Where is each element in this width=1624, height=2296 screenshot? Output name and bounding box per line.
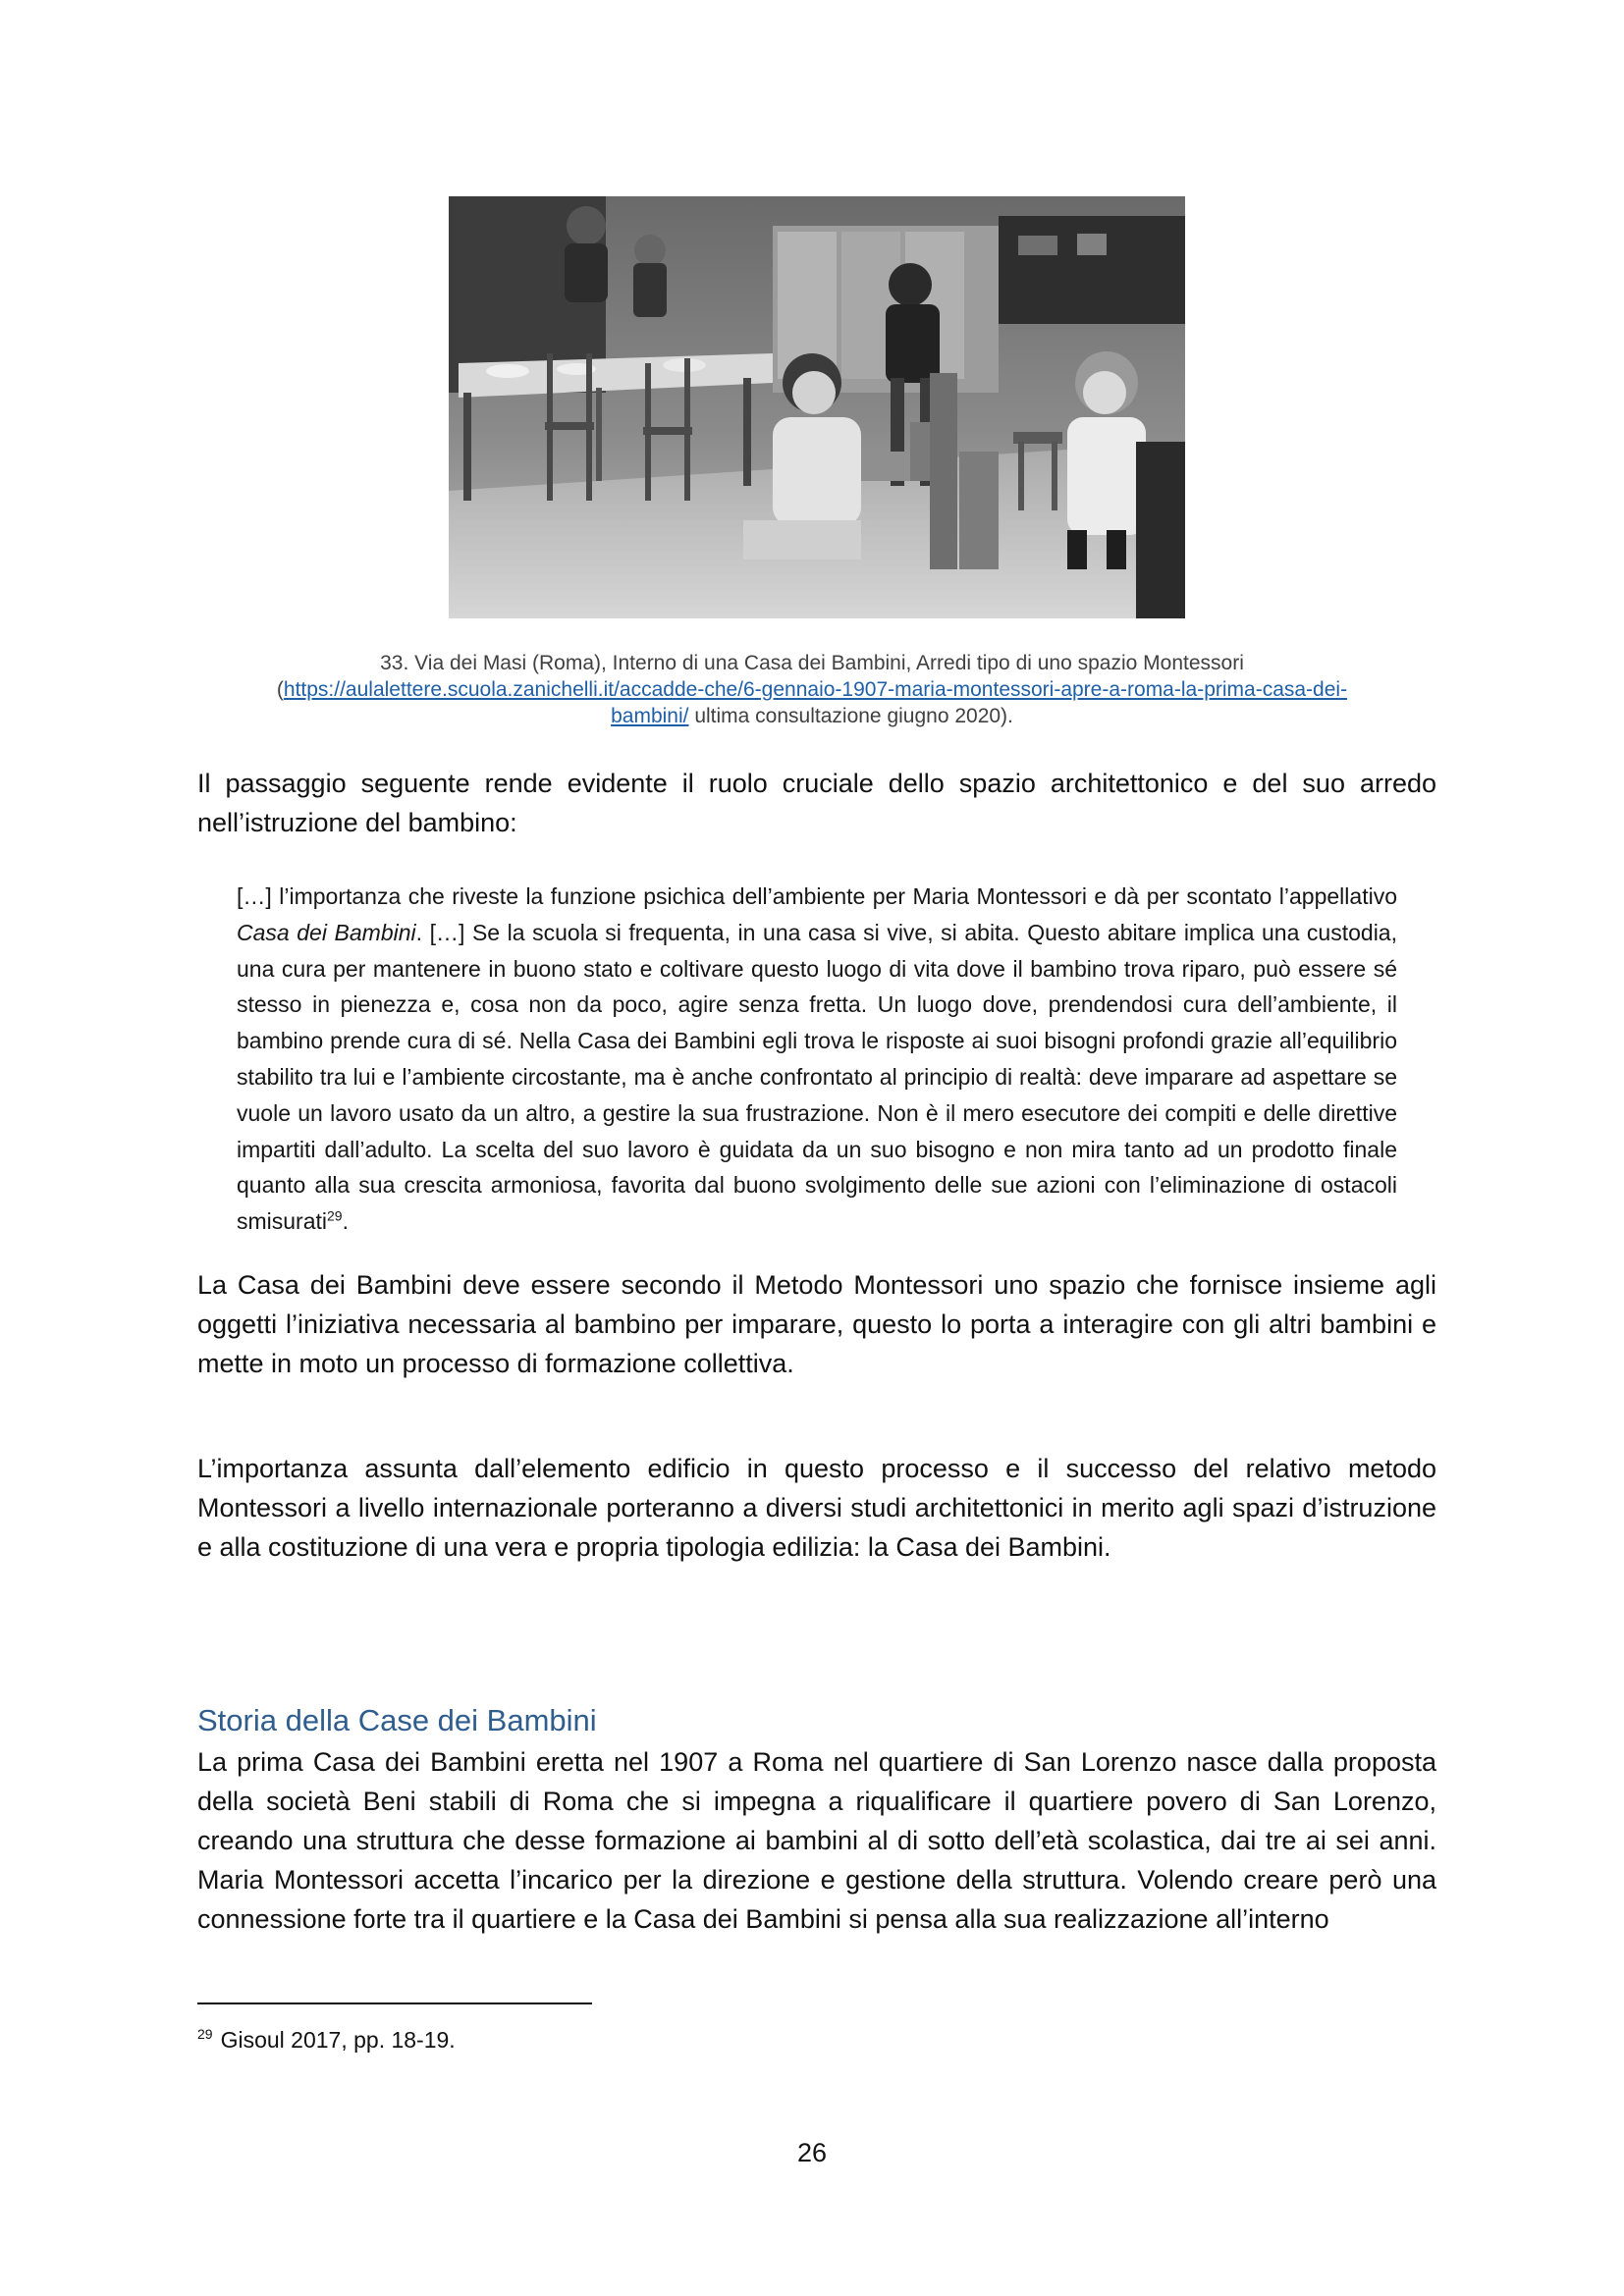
footnote-text: Gisoul 2017, pp. 18-19. bbox=[220, 2027, 456, 2053]
footnote-number: 29 bbox=[197, 2026, 213, 2043]
quote-end: . bbox=[342, 1208, 349, 1235]
caption-line-2: (https://aulalettere.scuola.zanichelli.it/accadde-che/6-gennaio-1907-maria-montessori-apre-a-roma-la-prima-casa-dei- bbox=[276, 678, 1348, 701]
paragraph-2: La Casa dei Bambini deve essere secondo il Metodo Montessori uno spazio che fornisce insieme agli oggetti l’iniziativa necessaria al bambino per imparare, questo lo porta a interagire con gli altri bambini e mette in moto un processo di formazione collettiva. bbox=[197, 1270, 1436, 1378]
classroom-photo bbox=[449, 196, 1185, 618]
figure bbox=[449, 196, 1185, 618]
source-link-continued[interactable]: bambini/ bbox=[611, 705, 689, 727]
footnote bbox=[197, 2025, 456, 2055]
block-quote bbox=[237, 879, 1397, 1240]
caption-line-3 bbox=[196, 703, 1428, 729]
quote-italic-title: Casa dei Bambini bbox=[237, 919, 416, 945]
page-number: 26 bbox=[796, 2138, 828, 2167]
figure-caption bbox=[196, 650, 1428, 729]
footnote-reference[interactable]: 29 bbox=[327, 1207, 343, 1224]
caption-suffix: ultima consultazione giugno 2020). bbox=[688, 705, 1013, 727]
section-heading: Storia della Case dei Bambini bbox=[197, 1703, 597, 1737]
quote-part-2: . […] Se la scuola si frequenta, in una casa si vive, si abita. Questo abitare implica una custodia, una cura per mantenere in buono stato e coltivare questo luogo di vita dove il bambino trova riparo, può essere sé stesso in pienezza e, cosa non da poco, agire senza fretta. Un luogo dove, prendendosi cura dell’ambiente, il bambino prende cura di sé. Nella Casa dei Bambini egli trova le risposte ai suoi bisogni profondi grazie all’equilibrio stabilito tra lui e l’ambiente circostante, ma è anche confrontato al principio di realtà: deve imparare ad aspettare se vuole un lavoro usato da un altro, a gestire la sua frustrazione. Non è il mero esecutore dei compiti e delle direttive impartiti dall’adulto. La scelta del suo lavoro è guidata da un suo bisogno e non mira tanto ad un prodotto finale quanto alla sua crescita armoniosa, favorita dal buono svolgimento delle sue azioni con l’eliminazione di ostacoli smisurati bbox=[237, 919, 1397, 1235]
paragraph-4: La prima Casa dei Bambini eretta nel 1907 a Roma nel quartiere di San Lorenzo nasce dalla proposta della società Beni stabili di Roma che si impegna a riqualificare il quartiere povero di San Lorenzo, creando una struttura che desse formazione ai bambini al di sotto dell’età scolastica, dai tre ai sei anni. Maria Montessori accetta l’incarico per la direzione e gestione della struttura. Volendo creare però una connessione forte tra il quartiere e la Casa dei Bambini si pensa alla sua realizzazione all’interno bbox=[197, 1747, 1436, 1934]
footnote-separator bbox=[197, 2002, 592, 2004]
paragraph-3: L’importanza assunta dall’elemento edificio in questo processo e il successo del relativo metodo Montessori a livello internazionale porteranno a diversi studi architettonici in merito agli spazi d’istruzione e alla costituzione di una vera e propria tipologia edilizia: la Casa dei Bambini. bbox=[197, 1454, 1436, 1562]
source-link[interactable]: https://aulalettere.scuola.zanichelli.it/accadde-che/6-gennaio-1907-maria-montessori-apre-a-roma-la-prima-casa-dei- bbox=[283, 678, 1348, 701]
intro-paragraph: Il passaggio seguente rende evidente il ruolo cruciale dello spazio architettonico e del suo arredo nell’istruzione del bambino: bbox=[197, 769, 1436, 837]
quote-part-1: […] l’importanza che riveste la funzione psichica dell’ambiente per Maria Montessori e dà per scontato l’appellativo bbox=[237, 883, 1397, 909]
caption-line-1: 33. Via dei Masi (Roma), Interno di una Casa dei Bambini, Arredi tipo di uno spazio Montessori bbox=[380, 652, 1244, 674]
